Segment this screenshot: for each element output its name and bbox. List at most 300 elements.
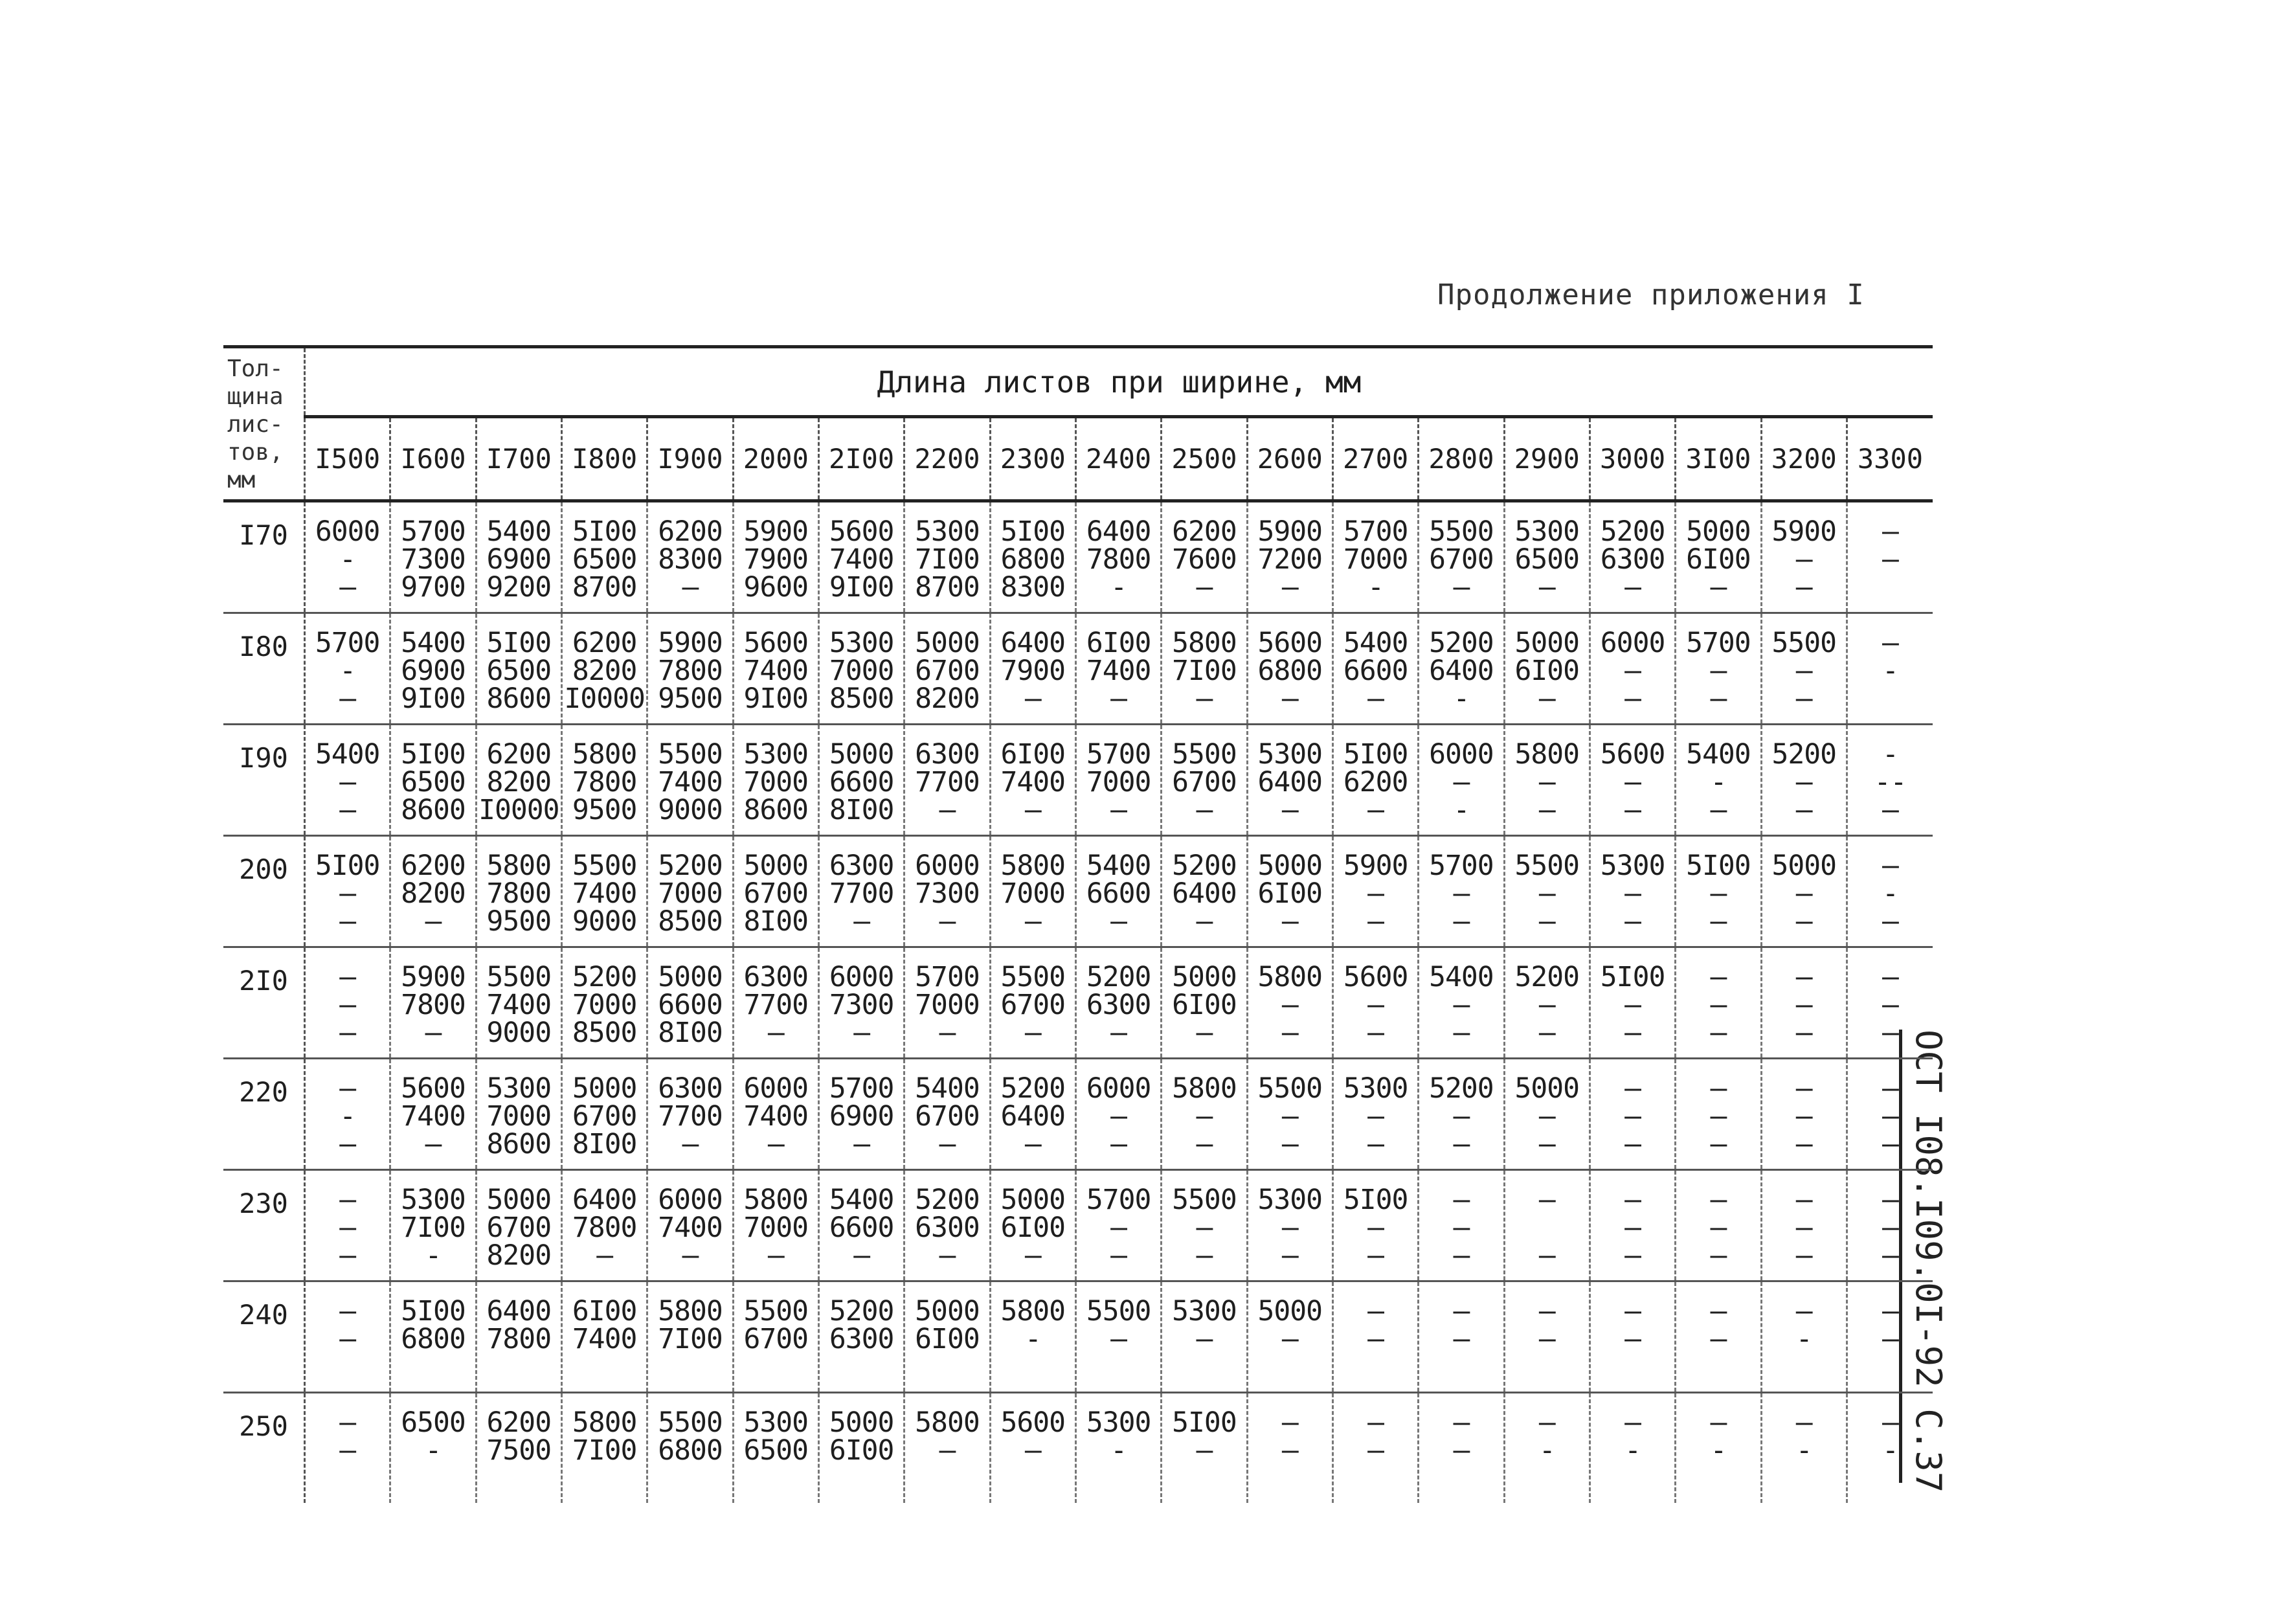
table-cell [1504, 725, 1590, 836]
sheet-length-value: 5500 [572, 850, 637, 882]
sheet-length-value: 7I00 [401, 1212, 466, 1244]
sheet-length-value: — [1624, 1212, 1641, 1244]
table-cell [1590, 1170, 1675, 1281]
sheet-length-value: 6700 [1000, 989, 1066, 1021]
sheet-length-value: 6000 [315, 515, 380, 548]
sheet-length-value [306, 1465, 389, 1493]
table-cell [647, 947, 733, 1059]
sheet-length-value: 5300 [1257, 1184, 1323, 1216]
sheet-length-value: — [1710, 1295, 1727, 1327]
sheet-length-value: — [1196, 1017, 1213, 1049]
sheet-length-value: 5200 [1000, 1072, 1066, 1105]
table-cell [1504, 836, 1590, 947]
sheet-length-value: — [1710, 655, 1727, 687]
sheet-length-value: I0000 [478, 794, 559, 826]
sheet-length-value: — [1795, 1239, 1812, 1272]
table-row [223, 501, 1933, 613]
sheet-length-value: 5700 [1343, 515, 1408, 548]
sheet-length-value: — [1882, 1017, 1898, 1049]
sheet-length-value: 5800 [572, 1406, 637, 1439]
sheet-length-value: — [1882, 1100, 1898, 1133]
sheet-length-value: 8500 [829, 682, 894, 715]
table-cell [1247, 1281, 1332, 1393]
sheet-length-value: — [1024, 1434, 1041, 1467]
sheet-length-value: — [939, 905, 956, 938]
sheet-length-value: 7400 [1000, 766, 1066, 798]
table-cell [476, 947, 561, 1059]
table-cell [1761, 501, 1847, 613]
table-cell [990, 501, 1075, 613]
sheet-length-value: — [1453, 1017, 1470, 1049]
sheet-length-value: — [1538, 682, 1555, 715]
table-cell [1590, 1059, 1675, 1170]
sheet-length-value: 6200 [401, 850, 466, 882]
sheet-length-value: 5800 [1000, 850, 1066, 882]
table-cell [1419, 725, 1504, 836]
sheet-length-value: — [1367, 1434, 1384, 1467]
table-cell [647, 613, 733, 725]
sheet-length-value [734, 1465, 818, 1493]
sheet-length-value [1248, 1465, 1332, 1493]
table-cell [990, 725, 1075, 836]
table-cell [1332, 501, 1418, 613]
sheet-length-value: I0000 [564, 682, 645, 715]
table-cell [904, 947, 990, 1059]
sheet-length-value: — [1710, 1323, 1727, 1355]
sheet-length-value: 5000 [486, 1184, 552, 1216]
header-title-row [223, 347, 1933, 417]
width-column-header: 2400 [1075, 417, 1161, 501]
table-cell [733, 1393, 818, 1504]
sheet-length-value: — [1624, 1017, 1641, 1049]
table-cell [990, 836, 1075, 947]
table-cell [647, 1170, 733, 1281]
table-cell [305, 501, 390, 613]
table-cell [990, 1281, 1075, 1393]
sheet-length-value: 7400 [743, 655, 809, 687]
sheet-length-value: 5600 [1343, 961, 1408, 993]
sheet-length-value: — [1795, 1295, 1812, 1327]
sheet-length-value: — [682, 571, 699, 603]
sheet-length-value: — [1453, 1212, 1470, 1244]
sheet-length-value: 5500 [1000, 961, 1066, 993]
sheet-length-value: — [1624, 905, 1641, 938]
table-cell [390, 947, 476, 1059]
table-cell [476, 1281, 561, 1393]
sheet-length-value: 5900 [401, 961, 466, 993]
sheet-length-value: — [1367, 1100, 1384, 1133]
table-cell [1419, 1059, 1504, 1170]
width-column-header: 2600 [1247, 417, 1332, 501]
width-column-header: 2200 [904, 417, 990, 501]
sheet-length-value: 6600 [829, 1212, 894, 1244]
table-cell [1247, 1393, 1332, 1504]
table-cell [1075, 1059, 1161, 1170]
table-cell [1419, 836, 1504, 947]
sheet-length-value: — [1538, 1100, 1555, 1133]
sheet-length-value: 6800 [658, 1434, 723, 1467]
sheet-length-value: 7000 [1343, 543, 1408, 576]
sheet-length-value: — [1882, 515, 1898, 548]
table-cell [733, 1281, 818, 1393]
sheet-length-value: 7800 [658, 655, 723, 687]
sheet-length-value: 5800 [1172, 1072, 1237, 1105]
sheet-length-value: 5800 [743, 1184, 809, 1216]
table-cell [390, 1281, 476, 1393]
sheet-length-value: — [1795, 794, 1812, 826]
sheet-length-value: 7I00 [915, 543, 980, 576]
sheet-length-value: 7400 [1086, 655, 1151, 687]
sheet-length-value: - [1795, 1323, 1812, 1355]
sheet-length-value: — [1281, 989, 1298, 1021]
width-column-header: I700 [476, 417, 561, 501]
sheet-length-value: 5500 [1172, 738, 1237, 771]
sheet-length-value: - [1110, 571, 1127, 603]
sheet-length-value: 5I00 [401, 1295, 466, 1327]
sheet-length-value: 5500 [1086, 1295, 1151, 1327]
sheet-length-value: 5I00 [1000, 515, 1066, 548]
sheet-length-value: 9I00 [401, 682, 466, 715]
sheet-length-value: — [339, 1017, 356, 1049]
thickness-value: I70 [223, 501, 305, 613]
sheet-length-value: 6400 [1086, 515, 1151, 548]
table-cell [1247, 613, 1332, 725]
sheet-length-value: — [339, 766, 356, 798]
sheet-length-value: — [1281, 1017, 1298, 1049]
sheet-length-value: — [1795, 682, 1812, 715]
sheet-length-value: — [1367, 1295, 1384, 1327]
table-cell [1676, 501, 1761, 613]
sheet-length-value: 5900 [1343, 850, 1408, 882]
table-cell [1075, 1281, 1161, 1393]
table-cell [1075, 836, 1161, 947]
sheet-length-value: 6000 [829, 961, 894, 993]
sheet-length-value: 8I00 [658, 1017, 723, 1049]
table-cell [1847, 613, 1933, 725]
table-cell [647, 501, 733, 613]
sheet-length-value: 6400 [572, 1184, 637, 1216]
sheet-length-value [391, 1465, 475, 1493]
table-cell [305, 947, 390, 1059]
sheet-length-value: 6700 [743, 877, 809, 910]
sheet-length-value: - [1367, 571, 1384, 603]
sheet-length-value: — [1110, 1323, 1127, 1355]
sheet-length-value: 7I00 [658, 1323, 723, 1355]
sheet-length-value: 8600 [486, 682, 552, 715]
sheet-length-value: — [1882, 989, 1898, 1021]
table-cell [561, 1170, 647, 1281]
sheet-length-value: 5000 [1514, 1072, 1580, 1105]
table-cell [1332, 1281, 1418, 1393]
sheet-length-value [391, 1353, 475, 1381]
table-row [223, 725, 1933, 836]
width-column-header: 2900 [1504, 417, 1590, 501]
sheet-length-value: 6800 [1257, 655, 1323, 687]
sheet-length-value: — [1367, 794, 1384, 826]
sheet-length-value: 6400 [1000, 627, 1066, 659]
sheet-length-value: — [1624, 877, 1641, 910]
sheet-length-value [306, 1353, 389, 1381]
sheet-length-value: — [1110, 1128, 1127, 1160]
sheet-length-value: — [1281, 794, 1298, 826]
sheet-length-value: 5700 [1086, 738, 1151, 771]
sheet-length-value: — [1882, 1212, 1898, 1244]
sheet-length-value: 7400 [829, 543, 894, 576]
sheet-length-value: 5300 [915, 515, 980, 548]
sheet-length-value [1505, 1353, 1589, 1381]
sheet-length-value: — [1453, 1100, 1470, 1133]
sheet-length-value: — [1710, 794, 1727, 826]
table-cell [733, 947, 818, 1059]
table-cell [1419, 947, 1504, 1059]
table-cell [1847, 725, 1933, 836]
table-cell [1847, 501, 1933, 613]
sheet-length-value: — [1882, 961, 1898, 993]
sheet-length-value: 5500 [486, 961, 552, 993]
sheet-length-value: — [1110, 794, 1127, 826]
table-cell [733, 725, 818, 836]
sheet-length-value: — [939, 794, 956, 826]
sheet-length-value: 5800 [486, 850, 552, 882]
width-column-header: 2700 [1332, 417, 1418, 501]
sheet-length-value: — [1710, 1239, 1727, 1272]
sheet-length-value [1248, 1353, 1332, 1381]
sheet-length-value: 9500 [572, 794, 637, 826]
sheet-length-value: 6000 [658, 1184, 723, 1216]
sheet-length-value: 5300 [1086, 1406, 1151, 1439]
sheet-length-value [1676, 1353, 1760, 1381]
sheet-length-value [1505, 1465, 1589, 1493]
sheet-length-value: — [853, 1017, 870, 1049]
sheet-length-value: 6600 [658, 989, 723, 1021]
sheet-length-value: — [1453, 1295, 1470, 1327]
sheet-length-value: - [1453, 794, 1470, 826]
sheet-length-table-container [223, 345, 1933, 1503]
sheet-length-value: — [1624, 1295, 1641, 1327]
sheet-length-value: — [1024, 905, 1041, 938]
sheet-length-value [905, 1465, 989, 1493]
width-column-header: I600 [390, 417, 476, 501]
table-cell [1676, 836, 1761, 947]
sheet-length-value: — [1367, 877, 1384, 910]
sheet-length-value: 8300 [658, 543, 723, 576]
table-cell [1676, 947, 1761, 1059]
sheet-length-value: - [425, 1239, 442, 1272]
sheet-length-value: 5700 [315, 627, 380, 659]
sheet-length-value: — [1196, 1434, 1213, 1467]
table-cell [1162, 501, 1247, 613]
sheet-length-value: 6400 [1257, 766, 1323, 798]
table-cell [1761, 613, 1847, 725]
table-cell [647, 1059, 733, 1170]
table-cell [305, 613, 390, 725]
sheet-length-value: 6200 [486, 738, 552, 771]
table-row [223, 613, 1933, 725]
table-cell [1075, 613, 1161, 725]
width-column-header: I800 [561, 417, 647, 501]
sheet-length-value: 5000 [1172, 961, 1237, 993]
table-cell [1247, 725, 1332, 836]
sheet-length-value [1334, 1353, 1417, 1381]
sheet-length-value: — [339, 794, 356, 826]
sheet-length-value: - [1710, 1434, 1727, 1467]
sheet-length-value: 5800 [658, 1295, 723, 1327]
sheet-length-value: — [1453, 1406, 1470, 1439]
sheet-length-value: — [1624, 766, 1641, 798]
table-cell [904, 1393, 990, 1504]
sheet-length-value [648, 1465, 732, 1493]
sheet-length-value: — [1624, 571, 1641, 603]
sheet-length-value: — [1196, 1100, 1213, 1133]
table-cell [1676, 1170, 1761, 1281]
table-row [223, 947, 1933, 1059]
sheet-length-value: — [1624, 1072, 1641, 1105]
table-cell [1332, 836, 1418, 947]
sheet-length-value: — [339, 905, 356, 938]
sheet-length-value: 6I00 [1000, 1212, 1066, 1244]
sheet-length-value [1676, 1465, 1760, 1493]
sheet-length-value: — [1710, 961, 1727, 993]
sheet-length-value: 8600 [401, 794, 466, 826]
sheet-length-value: 6300 [658, 1072, 723, 1105]
sheet-length-value: 9500 [486, 905, 552, 938]
sheet-length-value: 7000 [572, 989, 637, 1021]
width-header-row [223, 417, 1933, 501]
sheet-length-value: 5500 [1514, 850, 1580, 882]
sheet-length-value: — [1538, 1239, 1555, 1272]
sheet-length-value: — [1882, 543, 1898, 576]
table-cell [1247, 501, 1332, 613]
sheet-length-value: — [339, 1295, 356, 1327]
table-row [223, 1281, 1933, 1393]
table-cell [1676, 725, 1761, 836]
sheet-length-value: 6400 [1000, 1100, 1066, 1133]
sheet-length-value: 7000 [1086, 766, 1151, 798]
sheet-length-value: — [1624, 1128, 1641, 1160]
sheet-length-value [1591, 1353, 1674, 1381]
sheet-length-value: — [1024, 1017, 1041, 1049]
table-cell [904, 1170, 990, 1281]
sheet-length-value: 5000 [572, 1072, 637, 1105]
width-column-header: I900 [647, 417, 733, 501]
sheet-length-value: — [425, 905, 442, 938]
width-column-header: 3000 [1590, 417, 1675, 501]
sheet-length-value [1162, 1465, 1246, 1493]
sheet-length-value: 6200 [658, 515, 723, 548]
table-cell [1075, 725, 1161, 836]
sheet-length-value: — [1453, 877, 1470, 910]
sheet-length-value: 5400 [486, 515, 552, 548]
sheet-length-value: — [853, 905, 870, 938]
table-cell [990, 1170, 1075, 1281]
sheet-length-value: — [1710, 1128, 1727, 1160]
sheet-length-value: 6900 [829, 1100, 894, 1133]
table-cell [476, 501, 561, 613]
table-cell [990, 947, 1075, 1059]
sheet-length-value: 5800 [1172, 627, 1237, 659]
sheet-length-value: — [425, 1017, 442, 1049]
sheet-length-value: 8600 [486, 1128, 552, 1160]
table-cell [1847, 836, 1933, 947]
sheet-length-value: 6300 [1086, 989, 1151, 1021]
sheet-length-value: 9500 [658, 682, 723, 715]
table-cell [647, 725, 733, 836]
sheet-length-value: 7000 [658, 877, 723, 910]
sheet-length-value: 7500 [486, 1434, 552, 1467]
sheet-length-value: 5700 [829, 1072, 894, 1105]
sheet-length-value: — [1795, 543, 1812, 576]
sheet-length-value: — [853, 1128, 870, 1160]
thickness-header-line: Тол- [227, 355, 284, 382]
sheet-length-value: — [339, 1184, 356, 1216]
table-cell [561, 836, 647, 947]
thickness-column-header [223, 347, 305, 501]
table-cell [818, 836, 904, 947]
sheet-length-value: — [1110, 1239, 1127, 1272]
table-cell [476, 1170, 561, 1281]
sheet-length-value: — [1795, 1100, 1812, 1133]
sheet-length-value: — [1624, 1184, 1641, 1216]
sheet-length-value: 6700 [1172, 766, 1237, 798]
sheet-length-value: — [1710, 571, 1727, 603]
sheet-length-value: — [1624, 1100, 1641, 1133]
sheet-length-value [1419, 1353, 1503, 1381]
sheet-length-value: — [1024, 682, 1041, 715]
table-cell [904, 836, 990, 947]
sheet-length-value: — [1710, 1072, 1727, 1105]
table-cell [305, 836, 390, 947]
table-cell [1075, 947, 1161, 1059]
sheet-length-value: 5000 [1514, 627, 1580, 659]
table-cell [1504, 501, 1590, 613]
sheet-length-value: 6500 [401, 1406, 466, 1439]
table-cell [818, 947, 904, 1059]
table-cell [1332, 613, 1418, 725]
table-cell [904, 1059, 990, 1170]
sheet-length-value: 7000 [1000, 877, 1066, 910]
sheet-length-value: 6700 [486, 1212, 552, 1244]
sheet-length-value [1762, 1465, 1846, 1493]
sheet-length-value: 6700 [572, 1100, 637, 1133]
table-cell [1075, 1170, 1161, 1281]
sheet-length-value: — [1024, 794, 1041, 826]
sheet-length-value: 8200 [486, 1239, 552, 1272]
sheet-length-value: 5000 [829, 1406, 894, 1439]
table-cell [1590, 725, 1675, 836]
sheet-length-value: 6000 [1600, 627, 1665, 659]
document-code-label: ОСТ I08.I09.0I-92 С.37 [1899, 1030, 1954, 1483]
sheet-length-value: — [1710, 905, 1727, 938]
table-cell [1761, 1059, 1847, 1170]
table-cell [1247, 1170, 1332, 1281]
sheet-length-value: - [1795, 1434, 1812, 1467]
sheet-length-value: — [1110, 682, 1127, 715]
sheet-length-value: — [1882, 1239, 1898, 1272]
table-cell [476, 613, 561, 725]
sheet-length-value: — [339, 877, 356, 910]
sheet-length-value: — [1710, 1184, 1727, 1216]
sheet-length-value: 5000 [743, 850, 809, 882]
sheet-length-value: 7400 [572, 1323, 637, 1355]
sheet-length-value: — [1538, 1295, 1555, 1327]
sheet-length-value: — [1281, 1239, 1298, 1272]
sheet-length-value: 6400 [1429, 655, 1494, 687]
sheet-length-value: 5500 [743, 1295, 809, 1327]
sheet-length-value [1591, 1465, 1674, 1493]
thickness-value: I80 [223, 613, 305, 725]
sheet-length-value: - [339, 655, 356, 687]
table-cell [1847, 947, 1933, 1059]
